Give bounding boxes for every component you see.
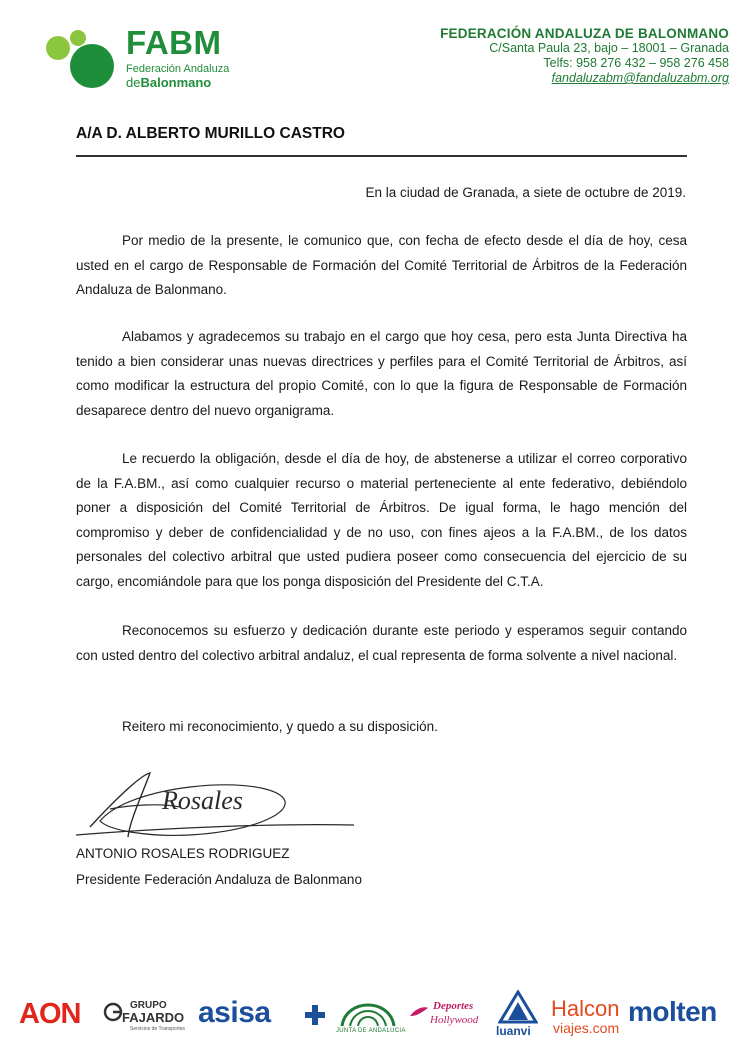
sponsor-grupo-label: GRUPO	[130, 1000, 167, 1011]
logo-subtitle-line1: Federación Andaluza	[126, 63, 230, 75]
addressee: A/A D. ALBERTO MURILLO CASTRO	[76, 125, 345, 142]
deportes-wing-icon	[408, 1004, 430, 1022]
fajardo-emblem-icon	[103, 1002, 123, 1022]
sponsor-deportes-label: Deportes	[433, 1000, 474, 1012]
logo-acronym: FABM	[126, 24, 222, 61]
body-paragraph	[76, 447, 687, 594]
sponsor-junta-label: JUNTA DE ANDALUCIA	[336, 1028, 406, 1034]
signatory-title: Presidente Federación Andaluza de Balonmano	[76, 872, 362, 887]
fabm-logo-circles-icon	[44, 28, 124, 90]
org-name: FEDERACIÓN ANDALUZA DE BALONMANO	[440, 26, 729, 41]
sponsor-fajardo-subtitle: Servicios de Transportes	[130, 1026, 186, 1032]
asisa-cross-icon	[304, 1004, 326, 1026]
body-paragraph	[76, 229, 687, 303]
org-phones: Telfs: 958 276 432 – 958 276 458	[543, 56, 729, 70]
svg-text:Rosales: Rosales	[162, 786, 243, 815]
sponsor-viajes-label: viajes.com	[553, 1020, 620, 1036]
header-contact	[440, 26, 729, 86]
logo-subtitle-bold: Balonmano	[140, 75, 212, 90]
org-address: C/Santa Paula 23, bajo – 18001 – Granada	[489, 41, 729, 55]
sponsor-fajardo-logo: FAJARDO	[122, 1010, 185, 1025]
sponsor-asisa-logo: asisa	[198, 996, 271, 1029]
body-paragraph	[76, 619, 687, 668]
body-paragraph	[76, 325, 687, 423]
date-line: En la ciudad de Granada, a siete de octubre de 2019.	[365, 185, 686, 200]
paragraph-text: Le recuerdo la obligación, desde el día de hoy, de abstenerse a utilizar el correo corporativo de la F.A.BM., así como cualquier recurso o material perteneciente al ente federativo, debiéndolo poner a disposición del Comité Territorial de Árbitros. De igual forma, le hago mención del compromiso y deber de confidencialidad y de no uso, con fines ajeos a la F.A.BM., de los datos personales del colectivo arbitral que usted pudiera poseer como consecuencia del ejercicio de su cargo, encomiándole para que los ponga disposición del Presidente del C.T.A.	[76, 451, 687, 589]
sponsor-hollywood-label: Hollywood	[430, 1014, 479, 1026]
signatory-name: ANTONIO ROSALES RODRIGUEZ	[76, 846, 290, 861]
junta-andalucia-arch-icon	[336, 990, 400, 1028]
logo-subtitle-line2	[126, 75, 211, 90]
org-email-link[interactable]: fandaluzabm@fandaluzabm.org	[551, 71, 729, 85]
logo-subtitle-prefix: de	[126, 75, 141, 90]
sponsor-halcon-logo: Halcon	[551, 996, 620, 1021]
paragraph-text: Reconocemos su esfuerzo y dedicación durante este periodo y esperamos seguir contando con usted dentro del colectivo arbitral andaluz, el cual representa de forma solvente a nivel nacional.	[76, 623, 687, 663]
divider	[76, 155, 687, 157]
paragraph-text: Reitero mi reconocimiento, y quedo a su disposición.	[122, 719, 438, 734]
sponsor-aon-logo: AON	[19, 998, 81, 1030]
sponsor-luanvi-logo: luanvi	[496, 1024, 531, 1038]
luanvi-emblem-icon	[498, 990, 538, 1024]
sponsor-logos	[0, 988, 750, 1044]
paragraph-text: Por medio de la presente, le comunico que, con fecha de efecto desde el día de hoy, cesa usted en el cargo de Responsable de Formación del Comité Territorial de Árbitros de la Federación Andaluza de Balonmano.	[76, 233, 687, 297]
sponsor-molten-logo: molten	[628, 996, 717, 1027]
handwritten-signature	[70, 765, 360, 845]
body-paragraph	[76, 715, 687, 740]
paragraph-text: Alabamos y agradecemos su trabajo en el cargo que hoy cesa, pero esta Junta Directiva ha tenido a bien considerar unas nuevas directrices y perfiles para el Comité Territorial de Árbitros, así como modificar la estructura del propio Comité, con lo que la figura de Responsable de Formación desaparece dentro del nuevo organigrama.	[76, 329, 687, 418]
